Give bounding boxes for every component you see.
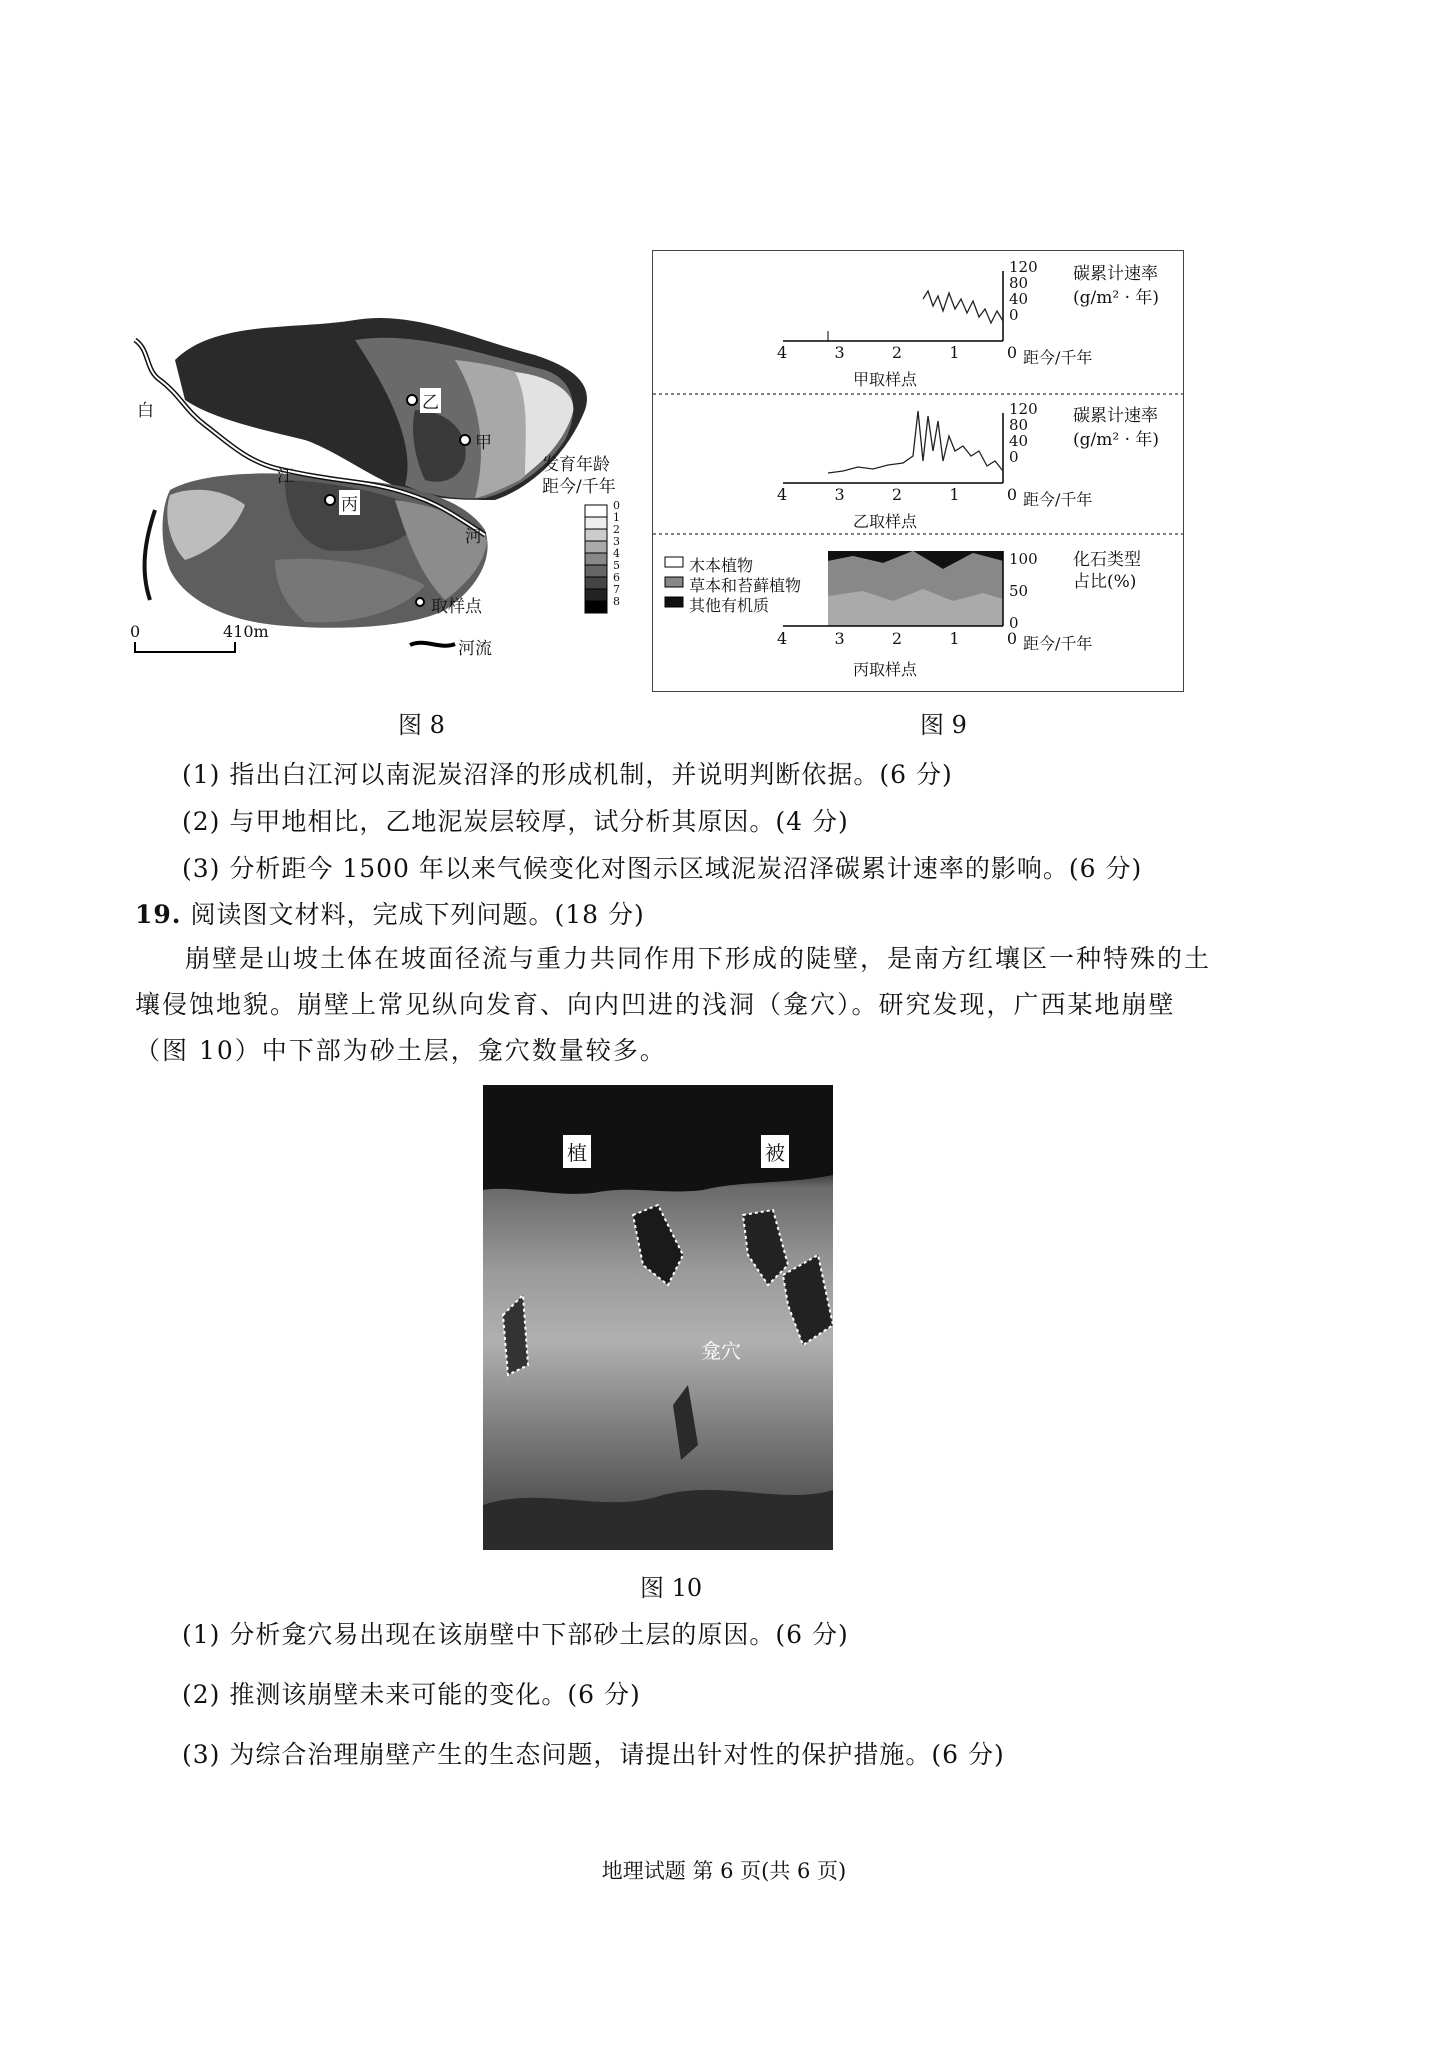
age-legend-bar	[585, 505, 607, 613]
fossil-label-1: 化石类型	[1073, 550, 1141, 570]
panel3-x-unit: 距今/千年	[1023, 634, 1093, 653]
panel1-rate-label-1: 碳累计速率	[1073, 264, 1158, 284]
panel1-rate-label-2: (g/m² · 年)	[1073, 288, 1160, 308]
point-label-jia: 甲	[475, 433, 492, 453]
sample-point-bing	[325, 495, 335, 505]
river-label-jiang: 江	[277, 467, 294, 487]
river-legend-icon	[410, 643, 455, 646]
panel2-title: 乙取样点	[853, 512, 918, 531]
fig10-caption: 图 10	[640, 1574, 703, 1602]
scale-410: 410m	[223, 622, 269, 641]
series-yi	[828, 411, 1003, 473]
q19-heading	[135, 895, 645, 931]
figure-8	[125, 300, 660, 670]
legend-title-2: 距今/千年	[542, 477, 616, 497]
series-jia	[923, 291, 1003, 323]
river-label-bai: 白	[137, 401, 154, 421]
q18-item-1: (1) 指出白江河以南泥炭沼泽的形成机制，并说明判断依据。(6 分)	[182, 760, 953, 789]
panel2-rate-label-1: 碳累计速率	[1073, 406, 1158, 426]
panel2-rate-label-2: (g/m² · 年)	[1073, 430, 1160, 450]
legend-woody-label: 木本植物	[689, 556, 754, 575]
sample-legend-icon	[416, 598, 424, 606]
q19-para-line-2: 壤侵蚀地貌。崩壁上常见纵向发育、向内凹进的浅洞（龛穴）。研究发现，广西某地崩壁	[135, 990, 1176, 1019]
page-footer: 地理试题 第 6 页(共 6 页)	[601, 1859, 847, 1883]
panel3-y-ticks: 100 50 0	[1009, 550, 1038, 632]
q18-item-3: (3) 分析距今 1500 年以来气候变化对图示区域泥炭沼泽碳累计速率的影响。(6 分)	[182, 854, 1143, 883]
fig9-caption: 图 9	[920, 711, 967, 739]
panel3-title: 丙取样点	[853, 660, 918, 679]
legend-herb-icon	[665, 577, 683, 587]
sample-point-yi	[407, 395, 417, 405]
q19-para-line-1: 崩壁是山坡土体在坡面径流与重力共同作用下形成的陡壁，是南方红壤区一种特殊的土	[185, 944, 1212, 973]
legend-woody-icon	[665, 557, 683, 567]
photo-label-bei: 被	[761, 1135, 789, 1168]
q19-item-2: (2) 推测该崩壁未来可能的变化。(6 分)	[182, 1680, 641, 1709]
q18-item-2: (2) 与甲地相比，乙地泥炭层较厚，试分析其原因。(4 分)	[182, 807, 849, 836]
photo-label-zhi: 植	[563, 1135, 591, 1168]
fig8-caption: 图 8	[398, 711, 445, 739]
photo-label-niche: 龛穴	[701, 1339, 741, 1363]
sample-point-jia	[460, 435, 470, 445]
q19-para-line-3: （图 10）中下部为砂土层，龛穴数量较多。	[135, 1036, 667, 1065]
legend-river-label: 河流	[458, 639, 492, 659]
figure-9	[652, 250, 1184, 692]
river-label-he: 河	[465, 527, 482, 547]
panel3-x-ticks: 4 3 2 1 0	[777, 629, 1017, 648]
q19-item-3: (3) 为综合治理崩壁产生的生态问题，请提出针对性的保护措施。(6 分)	[182, 1740, 1005, 1769]
panel1-title: 甲取样点	[853, 370, 918, 389]
point-label-bing: 丙	[339, 490, 360, 515]
q19-paragraph	[135, 936, 1315, 1074]
scale-zero: 0	[130, 622, 141, 641]
legend-other-label: 其他有机质	[689, 596, 770, 615]
panel2-x-unit: 距今/千年	[1023, 490, 1093, 509]
panel1-y-ticks: 120 80 40 0	[1009, 258, 1038, 324]
legend-ticks: 0 1 2 3 4 5 6 7 8	[613, 499, 620, 608]
niche-outline-3	[783, 1255, 833, 1345]
legend-title-1: 发育年龄	[542, 455, 610, 475]
fossil-label-2: 占比(%)	[1073, 572, 1137, 592]
scale-bar	[135, 642, 235, 652]
q19-title: 阅读图文材料，完成下列问题。(18 分)	[190, 900, 645, 929]
legend-sample-label: 取样点	[431, 597, 482, 617]
point-label-yi: 乙	[420, 388, 441, 413]
legend-herb-label: 草本和苔藓植物	[689, 576, 802, 595]
niche-outline-4	[503, 1295, 528, 1375]
q19-number: 19.	[135, 900, 182, 929]
panel2-x-ticks: 4 3 2 1 0	[777, 485, 1017, 504]
niche-outline-2	[743, 1210, 788, 1285]
q19-item-1: (1) 分析龛穴易出现在该崩壁中下部砂土层的原因。(6 分)	[182, 1620, 849, 1649]
legend-other-icon	[665, 597, 683, 607]
figure-10-photo	[483, 1085, 833, 1550]
panel1-x-ticks: 4 3 2 1 0	[777, 343, 1017, 362]
carbon-rate-charts	[653, 251, 1183, 691]
panel2-y-ticks: 120 80 40 0	[1009, 400, 1038, 466]
panel1-x-unit: 距今/千年	[1023, 348, 1093, 367]
niche-outline-1	[633, 1205, 683, 1285]
